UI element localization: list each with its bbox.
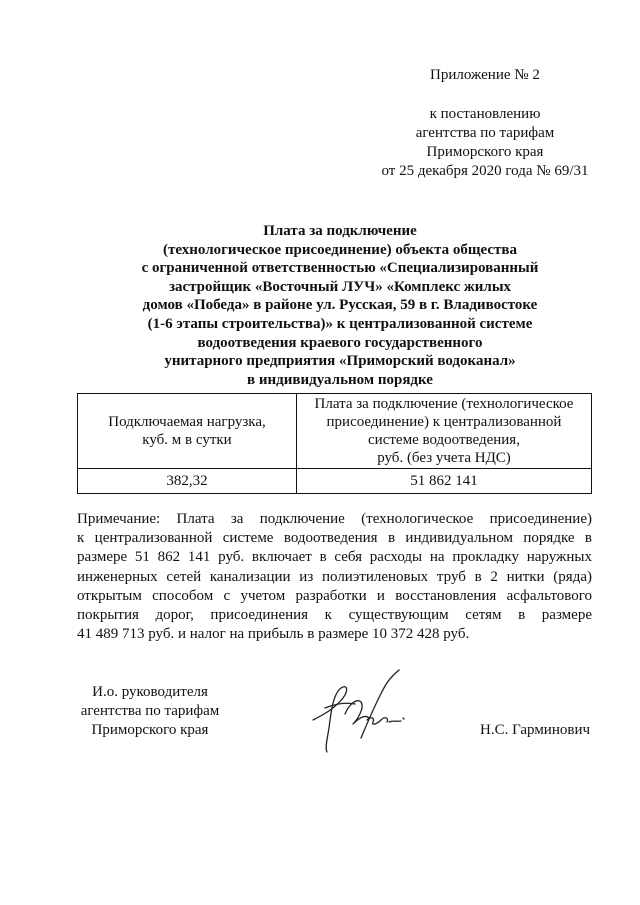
signatory-title-line: Приморского края [91,722,209,738]
appendix-block [380,66,590,181]
note-line: открытым способом с учетом разработки и восстановления асфальтового [77,587,592,604]
title-line: (1-6 этапы строительства)» к централизованной системе [147,315,533,332]
title-line: домов «Победа» в районе ул. Русская, 59 в г. Владивостоке [142,297,538,314]
signatory-name: Н.С. Гарминович [480,722,591,738]
signatory-title-line: агентства по тарифам [80,703,220,719]
note-line: размере 51 862 141 руб. включает в себя расходы на прокладку наружных [77,549,592,566]
document-title [90,222,590,389]
load-value-cell: 382,32 [78,469,297,494]
header-load-line: куб. м в сутки [142,432,232,448]
header-cell-fee [297,394,592,469]
header-fee-line: Плата за подключение (технологическое [314,396,574,412]
note-line: Примечание: Плата за подключение (технологическое присоединение) [77,511,592,527]
signatory-title-line: И.о. руководителя [92,684,208,700]
title-line: застройщик «Восточный ЛУЧ» «Комплекс жилых [168,278,512,295]
note-line: 41 489 713 руб. и налог на прибыль в размере 10 372 428 руб. [77,626,470,643]
handwritten-signature [305,668,415,758]
header-fee-line: присоединение) к централизованной [326,414,562,430]
note-line: покрытия дорог, присоединения к существующим сетям в размере [77,607,592,624]
appendix-line: Приморского края [426,144,544,160]
header-load-line: Подключаемая нагрузка, [108,414,266,430]
title-line: Плата за подключение [263,223,417,239]
appendix-line: агентства по тарифам [415,125,555,141]
title-line: (технологическое присоединение) объекта общества [163,241,517,258]
title-line: с ограниченной ответственностью «Специализированный [141,260,539,277]
signatory-title [80,683,220,740]
appendix-number: Приложение № 2 [430,67,540,83]
title-line: в индивидуальном порядке [247,371,433,388]
table-header-row [78,394,592,469]
header-fee-line: системе водоотведения, [368,432,520,448]
note-line: инженерных сетей канализации из полиэтиленовых труб в 2 нитки (ряда) [77,568,592,585]
header-fee-line: руб. (без учета НДС) [377,450,511,466]
appendix-line: от 25 декабря 2020 года № 69/31 [381,163,589,179]
table-row [78,469,592,494]
title-line: водоотведения краевого государственного [197,334,483,351]
note-paragraph [77,510,592,644]
appendix-line: к постановлению [429,106,541,122]
title-line: унитарного предприятия «Приморский водоканал» [164,353,516,370]
note-line: к централизованной системе водоотведения в индивидуальном порядке в [77,530,592,547]
fee-value-cell: 51 862 141 [297,469,592,494]
fee-table [77,393,592,494]
header-cell-load [78,394,297,469]
